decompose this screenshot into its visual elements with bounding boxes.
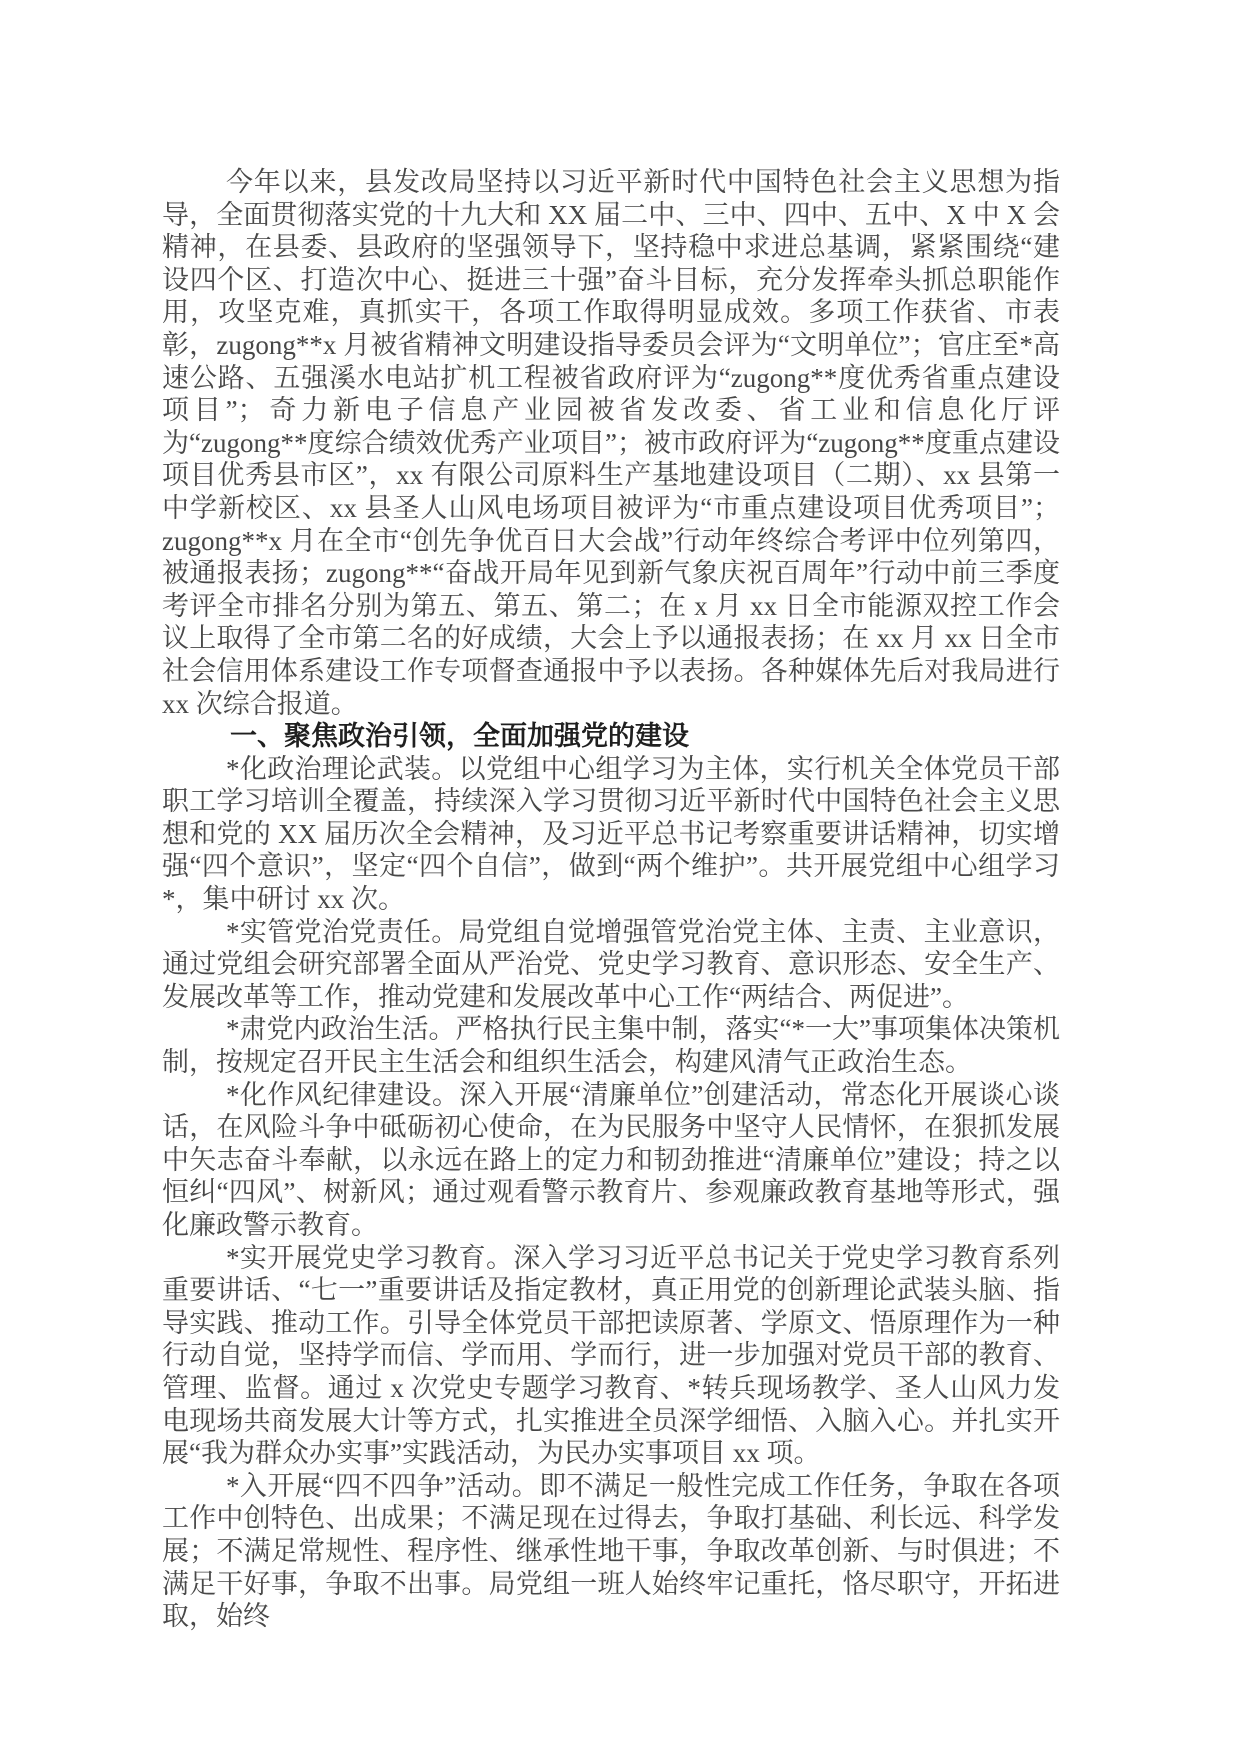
paragraph-four-noes-four-strives-activity: *入开展“四不四争”活动。即不满足一般性完成工作任务，争取在各项工作中创特色、出成果；不满足现在过得去，争取打基础、利长远、科学发展；不满足常规性、程序性、继承性地干事，争取改革创新、与时俱进；不满足干好事，争取不出事。局党组一班人始终牢记重托，恪尽职守，开拓进取，始终 xyxy=(162,1470,1060,1632)
paragraph-political-theory: *化政治理论武装。以党组中心组学习为主体，实行机关全体党员干部职工学习培训全覆盖，持续深入学习贯彻习近平新时代中国特色社会主义思想和党的 XX 届历次全会精神，及习近平总书记考察重要讲话精神，切实增强“四个意识”，坚定“四个自信”，做到“两个维护”。共开展党组中心组学习*，集中研讨 xx 次。 xyxy=(162,753,1060,915)
paragraph-party-governance-responsibility: *实管党治党责任。局党组自觉增强管党治党主体、主责、主业意识，通过党组会研究部署全面从严治党、党史学习教育、意识形态、安全生产、发展改革等工作，推动党建和发展改革中心工作“两结合、两促进”。 xyxy=(162,916,1060,1012)
paragraph-inner-party-political-life: *肃党内政治生活。严格执行民主集中制，落实“*一大”事项集体决策机制，按规定召开民主生活会和组织生活会，构建风清气正政治生态。 xyxy=(162,1014,1060,1078)
paragraph-party-history-education: *实开展党史学习教育。深入学习习近平总书记关于党史学习教育系列重要讲话、“七一”重要讲话及指定教材，真正用党的创新理论武装头脑、指导实践、推动工作。引导全体党员干部把读原著、学原文、悟原理作为一种行动自觉，坚持学而信、学而用、学而行，进一步加强对党员干部的教育、管理、监督。通过 x 次党史专题学习教育、*转兵现场教学、圣人山风力发电现场共商发展大计等方式，扎实推进全员深学细悟、入脑入心。并扎实开展“我为群众办实事”实践活动，为民办实事项目 xx 项。 xyxy=(162,1242,1060,1469)
paragraph-work-style-discipline: *化作风纪律建设。深入开展“清廉单位”创建活动，常态化开展谈心谈话，在风险斗争中砥砺初心使命，在为民服务中坚守人民情怀，在狠抓发展中矢志奋斗奉献，以永远在路上的定力和韧劲推进“清廉单位”建设；持之以恒纠“四风”、树新风；通过观看警示教育片、参观廉政教育基地等形式，强化廉政警示教育。 xyxy=(162,1079,1060,1240)
section-1-heading: 一、聚焦政治引领，全面加强党的建设 xyxy=(230,721,689,752)
intro-paragraph: 今年以来，县发改局坚持以习近平新时代中国特色社会主义思想为指导，全面贯彻落实党的十九大和 XX 届二中、三中、四中、五中、X 中 X 会精神，在县委、县政府的坚强领导下，坚持稳中求进总基调，紧紧围绕“建设四个区、打造次中心、挺进三十强”奋斗目标，充分发挥牵头抓总职能作用，攻坚克难，真抓实干，各项工作取得明显成效。多项工作获省、市表彰，zugong**x 月被省精神文明建设指导委员会评为“文明单位”；官庄至*高速公路、五强溪水电站扩机工程被省政府评为“zugong**度优秀省重点建设项目”；奇力新电子信息产业园被省发改委、省工业和信息化厅评为“zugong**度综合绩效优秀产业项目”；被市政府评为“zugong**度重点建设项目优秀县市区”，xx 有限公司原料生产基地建设项目（二期）、xx 县第一中学新校区、xx 县圣人山风电场项目被评为“市重点建设项目优秀项目”；zugong**x 月在全市“创先争优百日大会战”行动年终综合考评中位列第四，被通报表扬；zugong**“奋战开局年见到新气象庆祝百周年”行动中前三季度考评全市排名分别为第五、第五、第二；在 x 月 xx 日全市能源双控工作会议上取得了全市第二名的好成绩，大会上予以通报表扬；在 xx 月 xx 日全市社会信用体系建设工作专项督查通报中予以表扬。各种媒体先后对我局进行 xx 次综合报道。 xyxy=(162,167,1060,719)
document-body xyxy=(162,166,1060,1633)
